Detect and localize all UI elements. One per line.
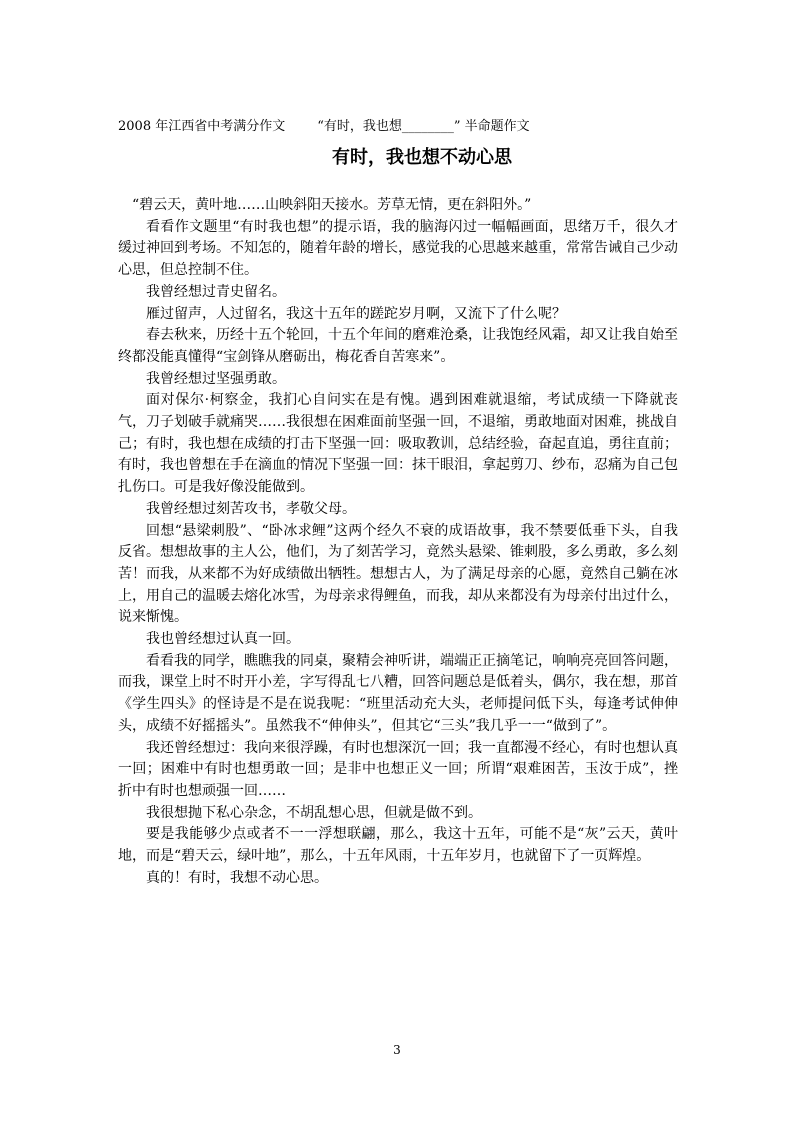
paragraph: 看看我的同学，瞧瞧我的同桌，聚精会神听讲，端端正正摘笔记，响响亮亮回答问题，而我，课堂上时不时开小差，字写得乱七八糟，回答问题总是低着头，偶尔，我在想，那首《学生四头》的怪诗是不是在说我呢：“班里活动充大头，老师提问低下头，每逢考试伸伸头，成绩不好摇摇头”。虽然我不“伸伸头”，但其它“三头”我几乎一一“做到了”。	[118, 652, 678, 734]
paragraph: 看看作文题里“有时我也想”的提示语，我的脑海闪过一幅幅画面，思绪万千，很久才缓过神回到考场。不知怎的，随着年龄的增长，感觉我的心思越来越重，常常告诫自己少动心思，但总控制不住。	[118, 218, 678, 279]
exam-source-label: 2008 年江西省中考满分作文	[118, 119, 286, 134]
paragraph: 春去秋来，历经十五个轮回，十五个年间的磨难沧桑，让我饱经风霜，却又让我自始至终都没能真懂得“宝剑锋从磨砺出，梅花香自苦寒来”。	[118, 327, 678, 365]
paragraph: 面对保尔·柯察金，我扪心自问实在是有愧。遇到困难就退缩，考试成绩一下降就丧气，刀子划破手就痛哭……我很想在困难面前坚强一回，不退缩，勇敢地面对困难，挑战自己；有时，我也想在成绩的打击下坚强一回：吸取教训，总结经验，奋起直追，勇往直前；有时，我也曾想在手在滴血的情况下坚强一回：抹干眼泪，拿起剪刀、纱布，忍痛为自己包扎伤口。可是我好像没能做到。	[118, 392, 678, 496]
closing-paragraph: 真的！有时，我想不动心思。	[146, 869, 328, 886]
paragraph: 我也曾经想过认真一回。	[146, 631, 300, 648]
essay-body	[118, 195, 678, 890]
opening-quote-paragraph: “碧云天，黄叶地……山映斜阳天接水。芳草无情，更在斜阳外。”	[132, 197, 532, 213]
paragraph: 要是我能够少点或者不一一浮想联翩，那么，我这十五年，可能不是“灰”云天，黄叶地，而是“碧天云，绿叶地”，那么，十五年风雨，十五年岁月，也就留下了一页辉煌。	[118, 826, 678, 865]
page-number: 3	[393, 1043, 401, 1057]
essay-title: 有时，我也想不动心思	[332, 147, 512, 168]
paragraph: 回想“悬梁刺股”、“卧冰求鲤”这两个经久不衰的成语故事，我不禁要低垂下头，自我反省。想想故事的主人公，他们，为了刻苦学习，竟然头悬梁、锥刺股，多么勇敢，多么刻苦！而我，从来都不为好成绩做出牺牲。想想古人，为了满足母亲的心愿，竟然自己躺在冰上，用自己的温暖去熔化冰雪，为母亲求得鲤鱼，而我，却从来都没有为母亲付出过什么，说来惭愧。	[118, 522, 678, 626]
paragraph: 我曾经想过坚强勇敢。	[146, 370, 286, 387]
paragraph: 我曾经想过青史留名。	[146, 283, 286, 300]
paragraph: 雁过留声，人过留名，我这十五年的蹉跎岁月啊，又流下了什么呢？	[146, 305, 566, 322]
essay-header	[118, 118, 678, 136]
paragraph: 我还曾经想过：我向来很浮躁，有时也想深沉一回；我一直都漫不经心，有时也想认真一回；困难中有时也想勇敢一回；是非中也想正义一回；所谓“艰难困苦，玉汝于成”，挫折中有时也想顽强一回……	[118, 739, 678, 799]
essay-prompt-label: “有时，我也想________” 半命题作文	[317, 119, 530, 134]
paragraph: 我很想抛下私心杂念，不胡乱想心思，但就是做不到。	[146, 804, 482, 821]
paragraph: 我曾经想过刻苦攻书，孝敬父母。	[146, 500, 356, 517]
